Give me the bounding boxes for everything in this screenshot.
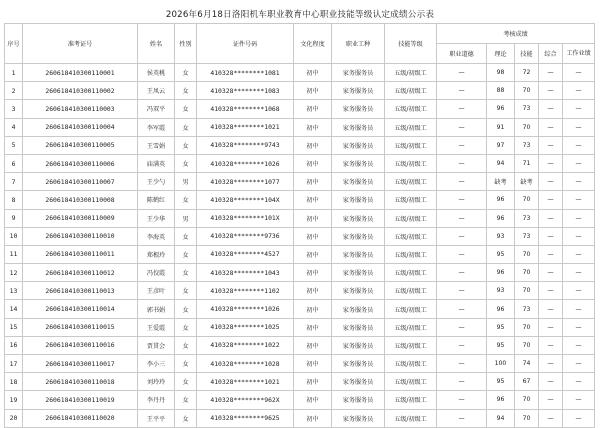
header-education: 文化程度 [294, 24, 332, 64]
cell-seq: 19 [5, 391, 23, 409]
cell-exam-no: 260618410300110001 [23, 64, 138, 82]
cell-ethics: — [437, 209, 487, 227]
cell-education: 初中 [294, 318, 332, 336]
cell-overall: — [539, 355, 563, 373]
cell-job: 家务服务员 [332, 391, 385, 409]
cell-name: 王少勺 [138, 173, 175, 191]
cell-performance: — [563, 409, 595, 427]
cell-skill: 70 [515, 409, 539, 427]
cell-skill: 70 [515, 282, 539, 300]
cell-name: 冯双平 [138, 100, 175, 118]
cell-overall: — [539, 100, 563, 118]
cell-name: 王彦叶 [138, 282, 175, 300]
cell-job: 家务服务员 [332, 355, 385, 373]
cell-skill: 74 [515, 355, 539, 373]
cell-overall: — [539, 227, 563, 245]
table-row [5, 373, 595, 391]
cell-job: 家务服务员 [332, 136, 385, 154]
cell-job: 家务服务员 [332, 318, 385, 336]
cell-performance: — [563, 391, 595, 409]
cell-overall: — [539, 409, 563, 427]
cell-exam-no: 260618410300110014 [23, 300, 138, 318]
cell-overall: — [539, 300, 563, 318]
cell-gender: 女 [175, 227, 197, 245]
cell-skill: 70 [515, 191, 539, 209]
cell-performance: — [563, 373, 595, 391]
cell-performance: — [563, 173, 595, 191]
cell-exam-no: 260618410300110010 [23, 227, 138, 245]
cell-ethics: — [437, 318, 487, 336]
cell-name: 陈鹤红 [138, 191, 175, 209]
cell-education: 初中 [294, 373, 332, 391]
cell-level: 五级/初级工 [385, 82, 437, 100]
table-row [5, 191, 595, 209]
cell-performance: — [563, 191, 595, 209]
cell-id: 410328********1077 [197, 173, 294, 191]
table-row [5, 282, 595, 300]
cell-exam-no: 260618410300110015 [23, 318, 138, 336]
cell-theory: 94 [487, 409, 515, 427]
header-overall: 综合 [539, 44, 563, 64]
cell-seq: 1 [5, 64, 23, 82]
cell-theory: 97 [487, 136, 515, 154]
cell-performance: — [563, 100, 595, 118]
cell-overall: — [539, 154, 563, 172]
cell-theory: 96 [487, 100, 515, 118]
cell-level: 五级/初级工 [385, 100, 437, 118]
page-title: 2026年6月18日洛阳机车职业教育中心职业技能等级认定成绩公示表 [165, 10, 435, 20]
header-row [5, 24, 595, 44]
cell-theory: 96 [487, 191, 515, 209]
table-body [5, 64, 595, 428]
cell-job: 家务服务员 [332, 300, 385, 318]
cell-ethics: — [437, 373, 487, 391]
cell-exam-no: 260618410300110007 [23, 173, 138, 191]
cell-seq: 3 [5, 100, 23, 118]
cell-ethics: — [437, 245, 487, 263]
cell-ethics: — [437, 82, 487, 100]
cell-performance: — [563, 336, 595, 354]
cell-seq: 14 [5, 300, 23, 318]
cell-seq: 13 [5, 282, 23, 300]
cell-job: 家务服务员 [332, 373, 385, 391]
cell-education: 初中 [294, 118, 332, 136]
cell-gender: 女 [175, 245, 197, 263]
cell-ethics: — [437, 355, 487, 373]
cell-theory: 缺考 [487, 173, 515, 191]
cell-ethics: — [437, 100, 487, 118]
cell-name: 王少华 [138, 209, 175, 227]
cell-gender: 女 [175, 409, 197, 427]
cell-performance: — [563, 118, 595, 136]
table-row [5, 336, 595, 354]
cell-performance: — [563, 227, 595, 245]
cell-seq: 6 [5, 154, 23, 172]
cell-level: 五级/初级工 [385, 173, 437, 191]
score-table [4, 23, 595, 428]
cell-education: 初中 [294, 191, 332, 209]
cell-education: 初中 [294, 82, 332, 100]
cell-gender: 女 [175, 64, 197, 82]
header-level: 技能等级 [385, 24, 437, 64]
cell-skill: 70 [515, 245, 539, 263]
table-row [5, 300, 595, 318]
cell-performance: — [563, 282, 595, 300]
cell-ethics: — [437, 227, 487, 245]
cell-ethics: — [437, 118, 487, 136]
cell-exam-no: 260618410300110016 [23, 336, 138, 354]
cell-overall: — [539, 136, 563, 154]
cell-id: 410328********1028 [197, 355, 294, 373]
cell-theory: 94 [487, 154, 515, 172]
cell-ethics: — [437, 336, 487, 354]
cell-level: 五级/初级工 [385, 409, 437, 427]
cell-level: 五级/初级工 [385, 391, 437, 409]
cell-gender: 女 [175, 336, 197, 354]
cell-ethics: — [437, 409, 487, 427]
cell-skill: 73 [515, 136, 539, 154]
table-row [5, 391, 595, 409]
cell-name: 李军霞 [138, 118, 175, 136]
cell-education: 初中 [294, 64, 332, 82]
header-ethics: 职业道德 [437, 44, 487, 64]
cell-theory: 95 [487, 373, 515, 391]
cell-theory: 98 [487, 64, 515, 82]
cell-gender: 女 [175, 300, 197, 318]
header-seq: 序号 [5, 24, 23, 64]
cell-skill: 73 [515, 227, 539, 245]
cell-overall: — [539, 318, 563, 336]
cell-level: 五级/初级工 [385, 264, 437, 282]
cell-education: 初中 [294, 391, 332, 409]
cell-exam-no: 260618410300110017 [23, 355, 138, 373]
cell-ethics: — [437, 391, 487, 409]
cell-theory: 91 [487, 118, 515, 136]
table-row [5, 355, 595, 373]
cell-id: 410328********1043 [197, 264, 294, 282]
cell-theory: 93 [487, 282, 515, 300]
table-row [5, 209, 595, 227]
header-job: 职业工种 [332, 24, 385, 64]
cell-gender: 女 [175, 154, 197, 172]
cell-gender: 女 [175, 282, 197, 300]
cell-seq: 18 [5, 373, 23, 391]
cell-level: 五级/初级工 [385, 191, 437, 209]
cell-theory: 96 [487, 391, 515, 409]
cell-name: 刘玲玲 [138, 373, 175, 391]
cell-job: 家务服务员 [332, 264, 385, 282]
cell-education: 初中 [294, 282, 332, 300]
cell-performance: — [563, 209, 595, 227]
cell-job: 家务服务员 [332, 173, 385, 191]
cell-id: 410328********1081 [197, 64, 294, 82]
cell-job: 家务服务员 [332, 209, 385, 227]
cell-job: 家务服务员 [332, 227, 385, 245]
cell-seq: 2 [5, 82, 23, 100]
cell-name: 冯佼霞 [138, 264, 175, 282]
cell-theory: 95 [487, 336, 515, 354]
cell-seq: 20 [5, 409, 23, 427]
cell-ethics: — [437, 264, 487, 282]
cell-exam-no: 260618410300110020 [23, 409, 138, 427]
cell-id: 410328********9743 [197, 136, 294, 154]
cell-gender: 女 [175, 100, 197, 118]
cell-education: 初中 [294, 336, 332, 354]
cell-level: 五级/初级工 [385, 154, 437, 172]
cell-level: 五级/初级工 [385, 318, 437, 336]
cell-level: 五级/初级工 [385, 64, 437, 82]
cell-overall: — [539, 391, 563, 409]
cell-gender: 男 [175, 209, 197, 227]
cell-skill: 缺考 [515, 173, 539, 191]
cell-seq: 17 [5, 355, 23, 373]
cell-education: 初中 [294, 173, 332, 191]
cell-name: 王爱霞 [138, 318, 175, 336]
cell-name: 侯英桃 [138, 64, 175, 82]
cell-id: 410328********1025 [197, 318, 294, 336]
cell-job: 家务服务员 [332, 191, 385, 209]
table-row [5, 118, 595, 136]
cell-id: 410328********9625 [197, 409, 294, 427]
cell-performance: — [563, 154, 595, 172]
cell-performance: — [563, 82, 595, 100]
cell-name: 李小三 [138, 355, 175, 373]
cell-id: 410328********9736 [197, 227, 294, 245]
cell-id: 410328********4527 [197, 245, 294, 263]
cell-overall: — [539, 245, 563, 263]
cell-education: 初中 [294, 355, 332, 373]
cell-overall: — [539, 282, 563, 300]
header-theory: 理论 [487, 44, 515, 64]
header-gender: 性别 [175, 24, 197, 64]
cell-theory: 100 [487, 355, 515, 373]
cell-overall: — [539, 336, 563, 354]
cell-gender: 女 [175, 191, 197, 209]
cell-ethics: — [437, 282, 487, 300]
cell-seq: 12 [5, 264, 23, 282]
cell-level: 五级/初级工 [385, 118, 437, 136]
cell-gender: 女 [175, 318, 197, 336]
cell-education: 初中 [294, 136, 332, 154]
table-row [5, 173, 595, 191]
cell-id: 410328********1102 [197, 282, 294, 300]
cell-seq: 16 [5, 336, 23, 354]
cell-job: 家务服务员 [332, 118, 385, 136]
cell-name: 王凤云 [138, 82, 175, 100]
cell-job: 家务服务员 [332, 336, 385, 354]
cell-level: 五级/初级工 [385, 300, 437, 318]
table-row [5, 227, 595, 245]
cell-ethics: — [437, 300, 487, 318]
cell-overall: — [539, 209, 563, 227]
cell-exam-no: 260618410300110006 [23, 154, 138, 172]
cell-id: 410328********1083 [197, 82, 294, 100]
cell-seq: 5 [5, 136, 23, 154]
table-row [5, 154, 595, 172]
cell-performance: — [563, 318, 595, 336]
cell-education: 初中 [294, 227, 332, 245]
cell-exam-no: 260618410300110013 [23, 282, 138, 300]
cell-gender: 男 [175, 173, 197, 191]
cell-ethics: — [437, 191, 487, 209]
cell-skill: 73 [515, 209, 539, 227]
cell-performance: — [563, 264, 595, 282]
cell-overall: — [539, 373, 563, 391]
cell-overall: — [539, 64, 563, 82]
cell-skill: 70 [515, 82, 539, 100]
cell-ethics: — [437, 64, 487, 82]
cell-theory: 95 [487, 245, 515, 263]
cell-gender: 女 [175, 373, 197, 391]
table-row [5, 409, 595, 427]
cell-name: 郑根玲 [138, 245, 175, 263]
cell-seq: 9 [5, 209, 23, 227]
cell-overall: — [539, 191, 563, 209]
cell-job: 家务服务员 [332, 282, 385, 300]
table-row [5, 82, 595, 100]
cell-name: 李丹丹 [138, 391, 175, 409]
cell-theory: 96 [487, 300, 515, 318]
cell-id: 410328********1021 [197, 118, 294, 136]
cell-gender: 女 [175, 264, 197, 282]
table-row [5, 264, 595, 282]
cell-skill: 71 [515, 154, 539, 172]
cell-performance: — [563, 355, 595, 373]
table-row [5, 100, 595, 118]
cell-id: 410328********104X [197, 191, 294, 209]
table-row [5, 245, 595, 263]
cell-theory: 93 [487, 227, 515, 245]
cell-exam-no: 260618410300110004 [23, 118, 138, 136]
cell-level: 五级/初级工 [385, 336, 437, 354]
cell-name: 贾贯会 [138, 336, 175, 354]
header-performance: 工作业绩 [563, 44, 595, 64]
cell-name: 王雪娟 [138, 136, 175, 154]
cell-exam-no: 260618410300110003 [23, 100, 138, 118]
cell-seq: 10 [5, 227, 23, 245]
cell-exam-no: 260618410300110005 [23, 136, 138, 154]
cell-id: 410328********1026 [197, 154, 294, 172]
cell-overall: — [539, 264, 563, 282]
cell-job: 家务服务员 [332, 245, 385, 263]
cell-exam-no: 260618410300110009 [23, 209, 138, 227]
table-row [5, 64, 595, 82]
table-row [5, 318, 595, 336]
cell-exam-no: 260618410300110018 [23, 373, 138, 391]
cell-education: 初中 [294, 245, 332, 263]
cell-job: 家务服务员 [332, 100, 385, 118]
cell-skill: 70 [515, 118, 539, 136]
cell-overall: — [539, 173, 563, 191]
cell-overall: — [539, 118, 563, 136]
cell-exam-no: 260618410300110012 [23, 264, 138, 282]
cell-level: 五级/初级工 [385, 282, 437, 300]
cell-id: 410328********1021 [197, 373, 294, 391]
cell-education: 初中 [294, 209, 332, 227]
cell-id: 410328********962X [197, 391, 294, 409]
cell-skill: 72 [515, 64, 539, 82]
cell-skill: 73 [515, 300, 539, 318]
cell-skill: 70 [515, 391, 539, 409]
table-row [5, 136, 595, 154]
cell-theory: 88 [487, 82, 515, 100]
cell-performance: — [563, 64, 595, 82]
cell-id: 410328********1022 [197, 336, 294, 354]
cell-seq: 15 [5, 318, 23, 336]
cell-ethics: — [437, 173, 487, 191]
header-skill: 技能 [515, 44, 539, 64]
cell-job: 家务服务员 [332, 64, 385, 82]
header-exam-no: 准考证号 [23, 24, 138, 64]
header-scores: 考核成绩 [437, 24, 595, 44]
cell-level: 五级/初级工 [385, 136, 437, 154]
cell-exam-no: 260618410300110002 [23, 82, 138, 100]
cell-level: 五级/初级工 [385, 245, 437, 263]
cell-skill: 73 [515, 100, 539, 118]
cell-ethics: — [437, 136, 487, 154]
cell-skill: 70 [515, 264, 539, 282]
cell-name: 王平平 [138, 409, 175, 427]
cell-name: 庙满英 [138, 154, 175, 172]
cell-seq: 4 [5, 118, 23, 136]
cell-gender: 女 [175, 391, 197, 409]
cell-job: 家务服务员 [332, 82, 385, 100]
cell-seq: 7 [5, 173, 23, 191]
cell-skill: 70 [515, 318, 539, 336]
header-id: 证件号码 [197, 24, 294, 64]
cell-job: 家务服务员 [332, 154, 385, 172]
cell-seq: 11 [5, 245, 23, 263]
cell-theory: 95 [487, 318, 515, 336]
cell-job: 家务服务员 [332, 409, 385, 427]
cell-exam-no: 260618410300110008 [23, 191, 138, 209]
cell-theory: 96 [487, 209, 515, 227]
cell-level: 五级/初级工 [385, 227, 437, 245]
cell-skill: 67 [515, 373, 539, 391]
cell-performance: — [563, 245, 595, 263]
cell-gender: 女 [175, 118, 197, 136]
header-name: 姓名 [138, 24, 175, 64]
cell-exam-no: 260618410300110019 [23, 391, 138, 409]
cell-id: 410328********1026 [197, 300, 294, 318]
cell-education: 初中 [294, 300, 332, 318]
cell-overall: — [539, 82, 563, 100]
cell-gender: 女 [175, 355, 197, 373]
cell-seq: 8 [5, 191, 23, 209]
cell-education: 初中 [294, 100, 332, 118]
cell-theory: 96 [487, 264, 515, 282]
cell-name: 郭书娟 [138, 300, 175, 318]
cell-id: 410328********101X [197, 209, 294, 227]
cell-gender: 女 [175, 82, 197, 100]
cell-education: 初中 [294, 409, 332, 427]
cell-level: 五级/初级工 [385, 355, 437, 373]
cell-id: 410328********1068 [197, 100, 294, 118]
cell-performance: — [563, 300, 595, 318]
cell-performance: — [563, 136, 595, 154]
cell-education: 初中 [294, 264, 332, 282]
cell-name: 李海英 [138, 227, 175, 245]
cell-ethics: — [437, 154, 487, 172]
cell-gender: 女 [175, 136, 197, 154]
cell-education: 初中 [294, 154, 332, 172]
cell-exam-no: 260618410300110011 [23, 245, 138, 263]
cell-skill: 70 [515, 336, 539, 354]
cell-level: 五级/初级工 [385, 209, 437, 227]
cell-level: 五级/初级工 [385, 373, 437, 391]
